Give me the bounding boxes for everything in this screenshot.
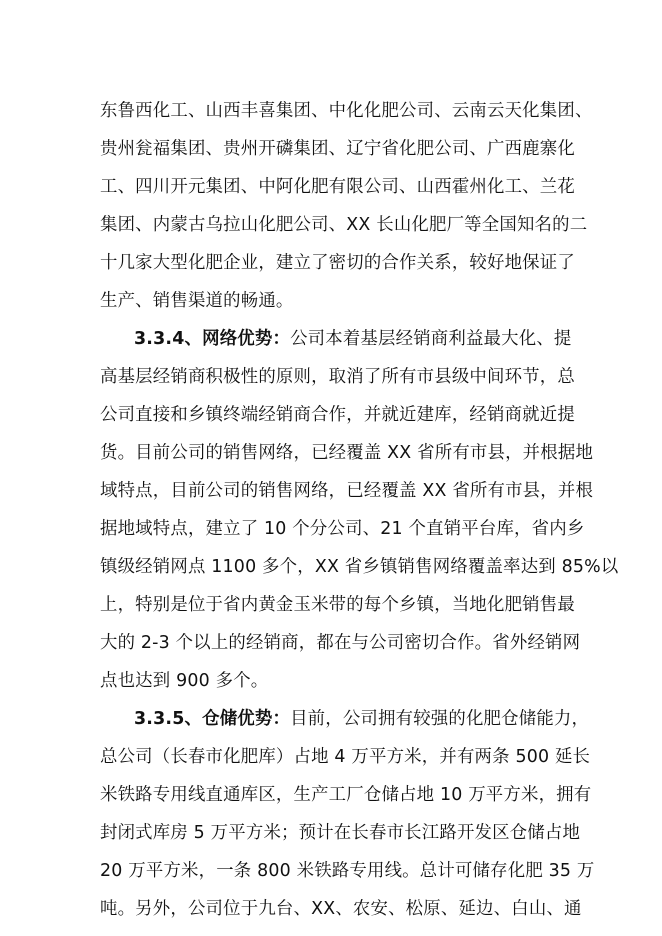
section-334-first-line <box>134 324 572 354</box>
section-335-first-line <box>134 704 589 734</box>
text-line: 公司直接和乡镇终端经销商合作，并就近建库，经销商就近提 <box>100 405 575 425</box>
text-line: 上，特别是位于省内黄金玉米带的每个乡镇，当地化肥销售最 <box>100 595 575 615</box>
text-line: 大的 2-3 个以上的经销商，都在与公司密切合作。省外经销网 <box>100 633 581 653</box>
text-line: 吨。另外，公司位于九台、XX、农安、松原、延边、白山、通 <box>100 899 582 919</box>
text-line: 米铁路专用线直通库区，生产工厂仓储占地 10 万平方米，拥有 <box>100 785 592 805</box>
section-335-lead-text: 目前，公司拥有较强的化肥仓储能力， <box>290 709 590 729</box>
section-334-heading: 3.3.4、网络优势： <box>134 329 291 349</box>
text-line: 点也达到 900 多个。 <box>100 671 269 691</box>
section-335-heading: 3.3.5、仓储优势： <box>134 709 291 729</box>
text-line: 东鲁西化工、山西丰喜集团、中化化肥公司、云南云天化集团、 <box>100 101 593 121</box>
text-line: 封闭式库房 5 万平方米；预计在长春市长江路开发区仓储占地 <box>100 823 581 843</box>
text-line: 十几家大型化肥企业，建立了密切的合作关系，较好地保证了 <box>100 253 575 273</box>
text-line: 镇级经销网点 1100 多个，XX 省乡镇销售网络覆盖率达到 85%以 <box>100 557 619 577</box>
text-line: 生产、销售渠道的畅通。 <box>100 291 294 311</box>
text-line: 据地域特点，建立了 10 个分公司、21 个直销平台库，省内乡 <box>100 519 585 539</box>
text-line: 货。目前公司的销售网络，已经覆盖 XX 省所有市县，并根据地 <box>100 443 594 463</box>
text-line: 贵州瓮福集团、贵州开磷集团、辽宁省化肥公司、广西鹿寨化 <box>100 139 575 159</box>
text-line: 高基层经销商积极性的原则，取消了所有市县级中间环节，总 <box>100 367 575 387</box>
text-line: 工、四川开元集团、中阿化肥有限公司、山西霍州化工、兰花 <box>100 177 575 197</box>
section-334-lead-text: 公司本着基层经销商利益最大化、提 <box>290 329 572 349</box>
text-line: 集团、内蒙古乌拉山化肥公司、XX 长山化肥厂等全国知名的二 <box>100 215 588 235</box>
text-line: 总公司（长春市化肥库）占地 4 万平方米，并有两条 500 延长 <box>100 747 591 767</box>
text-line: 域特点，目前公司的销售网络，已经覆盖 XX 省所有市县，并根 <box>100 481 594 501</box>
text-line: 20 万平方米，一条 800 米铁路专用线。总计可储存化肥 35 万 <box>100 861 595 881</box>
